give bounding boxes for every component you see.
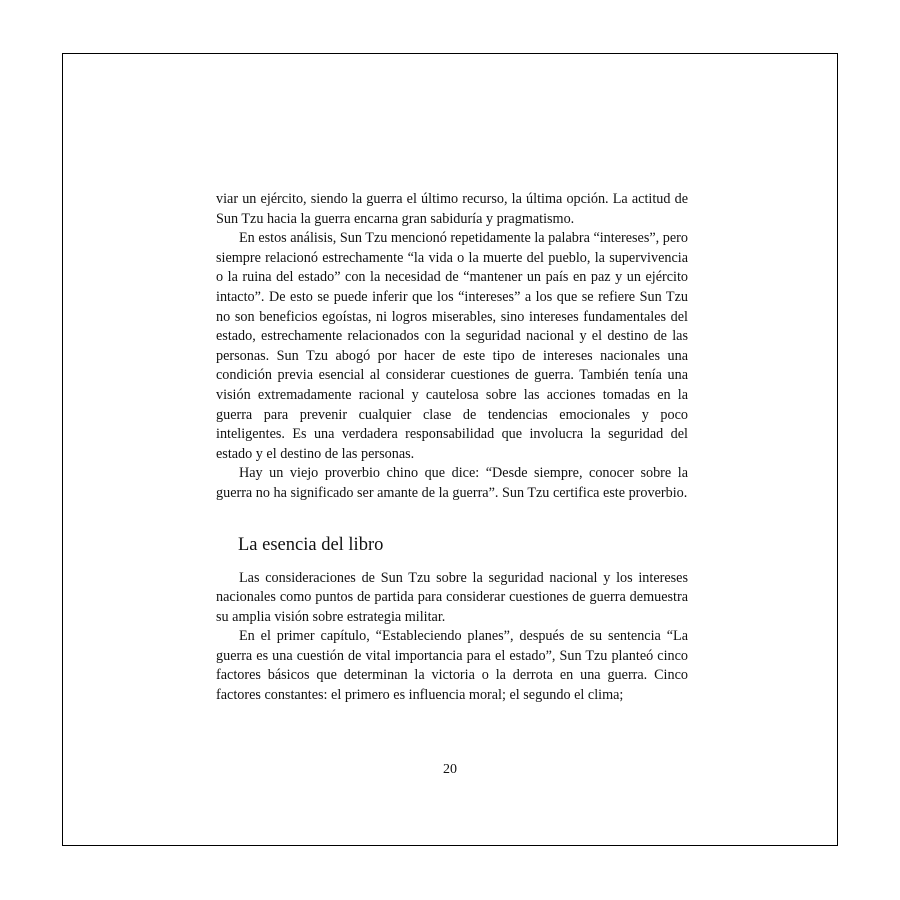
paragraph-1: viar un ejército, siendo la guerra el último recurso, la última opción. La actitud de Sun Tzu hacia la guerra encarna gran sabiduría y pragmatismo.	[216, 191, 688, 227]
paragraph-4: Las consideraciones de Sun Tzu sobre la seguridad nacional y los intereses nacionales como puntos de partida para considerar cuestiones de guerra demuestra su amplia visión sobre estrategia militar.	[216, 569, 688, 625]
paragraph-2: En estos análisis, Sun Tzu mencionó repetidamente la palabra “intereses”, pero siempre relacionó estrechamente “la vida o la muerte del pueblo, la supervivencia o la ruina del estado” con la necesidad de “mantener un país en paz y un ejército intacto”. De esto se puede inferir que los “intereses” a los que se refiere Sun Tzu no son beneficios egoístas, ni logros miserables, sino intereses fundamentales del estado, estrechamente relacionados con la seguridad nacional y el destino de las personas. Sun Tzu abogó por hacer de este tipo de intereses nacionales una condición previa esencial al considerar cuestiones de guerra. También tenía una visión extremadamente racional y cautelosa sobre las acciones tomadas en la guerra para prevenir cualquier clase de tendencias emocionales y poco inteligentes. Es una verdadera responsabilidad que involucra la seguridad del estado y el destino de las personas.	[216, 230, 688, 462]
paragraph-5: En el primer capítulo, “Estableciendo planes”, después de su sentencia “La guerra es una cuestión de vital importancia para el estado”, Sun Tzu planteó cinco factores básicos que determinan la victoria o la derrota en una guerra. Cinco factores constantes: el primero es influencia moral; el segundo el clima;	[216, 628, 688, 704]
page-number: 20	[443, 762, 457, 777]
paragraph-3: Hay un viejo proverbio chino que dice: “Desde siempre, conocer sobre la guerra no ha significado ser amante de la guerra”. Sun Tzu certifica este proverbio.	[216, 465, 688, 501]
section-heading: La esencia del libro	[238, 534, 384, 555]
body-text	[216, 190, 688, 706]
